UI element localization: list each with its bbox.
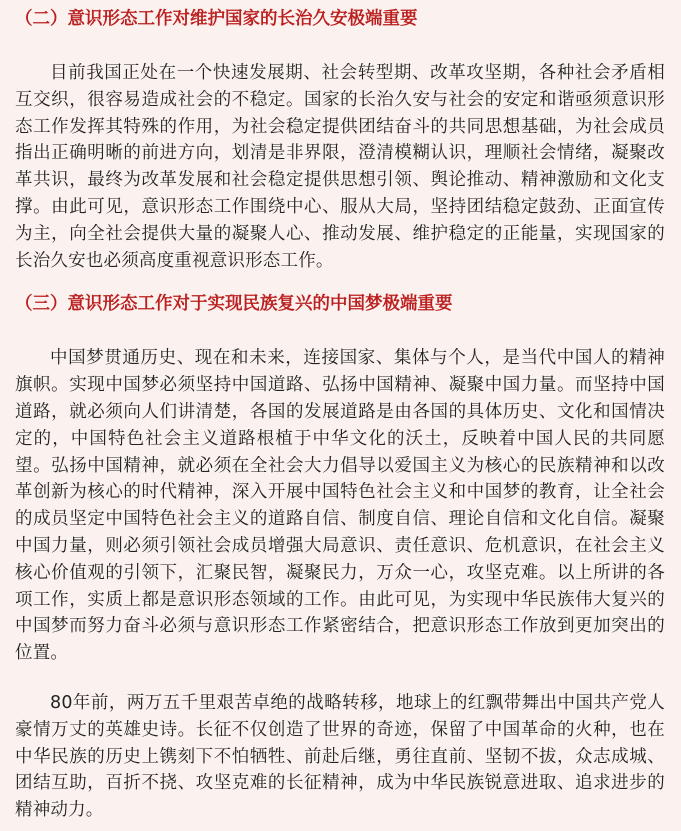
section-paragraph-3: 中国梦贯通历史、现在和未来，连接国家、集体与个人，是当代中国人的精神旗帜。实现中国梦必须坚持中国道路、弘扬中国精神、凝聚中国力量。而坚持中国道路，就必须向人们讲清楚，各国的发展道路是由各国的具体历史、文化和国情决定的，中国特色社会主义道路根植于中华文化的沃土，反映着中国人民的共同愿望。弘扬中国精神，就必须在全社会大力倡导以爱国主义为核心的民族精神和以改革创新为核心的时代精神，深入开展中国特色社会主义和中国梦的教育，让全社会的成员坚定中国特色社会主义的道路自信、制度自信、理论自信和文化自信。凝聚中国力量，则必须引领社会成员增强大局意识、责任意识、危机意识，在社会主义核心价值观的引领下，汇聚民智，凝聚民力，万众一心，攻坚克难。以上所讲的各项工作，实质上都是意识形态领域的工作。由此可见，为实现中华民族伟大复兴的中国梦而努力奋斗必须与意识形态工作紧密结合，把意识形态工作放到更加突出的位置。 [15,348,665,664]
section-paragraph-2: 目前我国正处在一个快速发展期、社会转型期、改革攻坚期，各种社会矛盾相互交织，很容易造成社会的不稳定。国家的长治久安与社会的安定和谐亟须意识形态工作发挥其特殊的作用，为社会稳定提供团结奋斗的共同思想基础，为社会成员指出正确明晰的前进方向，划清是非界限，澄清模糊认识，理顺社会情绪，凝聚改革共识，最终为改革发展和社会稳定提供思想引领、舆论推动、精神激励和文化支撑。由此可见，意识形态工作围绕中心、服从大局，坚持团结稳定鼓劲、正面宣传为主，向全社会提供大量的凝聚人心、推动发展、维护稳定的正能量，实现国家的长治久安也必须高度重视意识形态工作。 [15,63,665,271]
section-heading-2: （二）意识形态工作对维护国家的长治久安极端重要 [15,9,418,29]
closing-paragraph: 80年前，两万五千里艰苦卓绝的战略转移，地球上的红飘带舞出中国共产党人豪情万丈的英雄史诗。长征不仅创造了世界的奇迹，保留了中国革命的火种，也在中华民族的历史上镌刻下不怕牺牲、前赴后继，勇往直前、坚韧不拔，众志成城、团结互助，百折不挠、攻坚克难的长征精神，成为中华民族锐意进取、追求进步的精神动力。 [15,692,665,821]
section-heading-3: （三）意识形态工作对于实现民族复兴的中国梦极端重要 [15,294,453,315]
